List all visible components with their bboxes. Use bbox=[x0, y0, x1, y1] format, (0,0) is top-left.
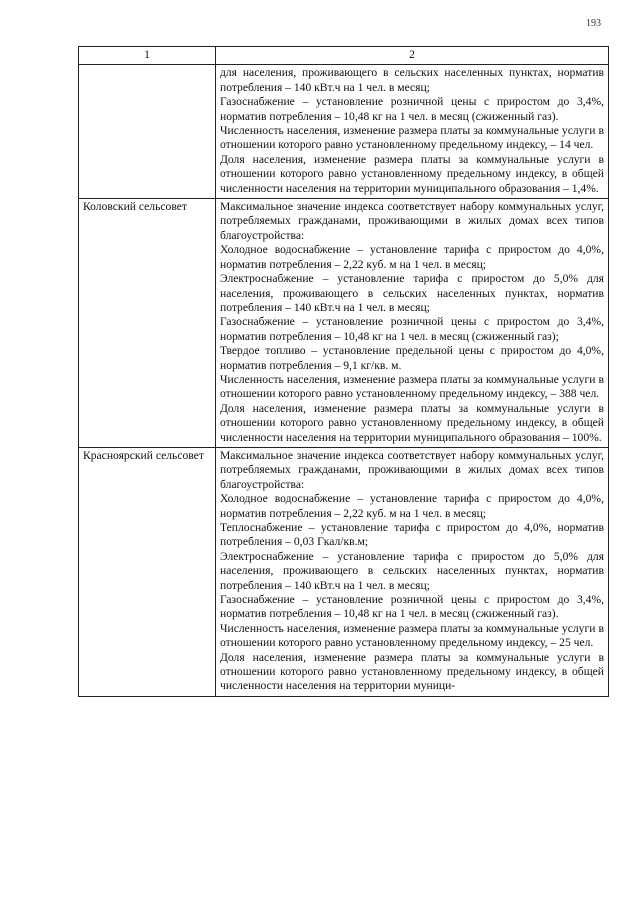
description-paragraph: Электроснабжение – установление тарифа с приростом до 5,0% для населения, проживающего в сельских населенных пунктах, норматив потребления – 140 кВт.ч на 1 чел. в месяц; bbox=[220, 549, 604, 592]
description-paragraph: Численность населения, изменение размера платы за коммунальные услуги в отношении которого равно установленному предельному индексу, – 14 чел. bbox=[220, 124, 604, 152]
description-paragraph: для населения, проживающего в сельских населенных пунктах, норматив потребления – 140 кВт.ч на 1 чел. в месяц; bbox=[220, 66, 604, 94]
indices-table bbox=[78, 46, 609, 697]
index-description bbox=[216, 65, 609, 199]
description-paragraph: Численность населения, изменение размера платы за коммунальные услуги в отношении которого равно установленному предельному индексу, – 25 чел. bbox=[220, 621, 604, 650]
description-paragraph: Доля населения, изменение размера платы за коммунальные услуги в отношении которого равно установленному предельному индексу, в общей численности населения на территории муниципального образования – 1,4%. bbox=[220, 152, 604, 195]
table-row bbox=[79, 199, 609, 448]
page-number: 193 bbox=[586, 18, 601, 29]
table-row bbox=[79, 447, 609, 696]
table-header-row bbox=[79, 47, 609, 65]
description-paragraph: Доля населения, изменение размера платы за коммунальные услуги в отношении которого равно установленному предельному индексу, в общей численности населения на территории муниципального образования – 100%. bbox=[220, 401, 604, 444]
description-paragraph: Холодное водоснабжение – установление тарифа с приростом до 4,0%, норматив потребления – 2,22 куб. м на 1 чел. в месяц; bbox=[220, 492, 604, 520]
description-paragraph: Твердое топливо – установление предельной цены с приростом до 4,0%, норматив потребления – 9,1 кг/кв. м. bbox=[220, 344, 604, 372]
header-col-1: 1 bbox=[79, 47, 216, 65]
table-row bbox=[79, 65, 609, 199]
municipality-name bbox=[79, 65, 216, 199]
index-description bbox=[216, 199, 609, 448]
description-paragraph: Газоснабжение – установление розничной цены с приростом до 3,4%, норматив потребления – 10,48 кг на 1 чел. в месяц (сжиженный газ). bbox=[220, 95, 604, 123]
municipality-name: Коловский сельсовет bbox=[79, 199, 216, 448]
header-col-2: 2 bbox=[216, 47, 609, 65]
description-paragraph: Электроснабжение – установление тарифа с приростом до 5,0% для населения, проживающего в сельских населенных пунктах, норматив потребления – 140 кВт.ч на 1 чел. в месяц; bbox=[220, 272, 604, 314]
description-paragraph: Максимальное значение индекса соответствует набору коммунальных услуг, потребляемых гражданами, проживающими в жилых домах всех типов благоустройства: bbox=[220, 448, 604, 491]
description-paragraph: Доля населения, изменение размера платы за коммунальные услуги в отношении которого равно установленному предельному индексу, в общей численности населения на территории муници- bbox=[220, 650, 604, 693]
description-paragraph: Численность населения, изменение размера платы за коммунальные услуги в отношении которого равно установленному предельному индексу, – 388 чел. bbox=[220, 372, 604, 401]
description-paragraph: Холодное водоснабжение – установление тарифа с приростом до 4,0%, норматив потребления – 2,22 куб. м на 1 чел. в месяц; bbox=[220, 243, 604, 271]
municipality-name: Красноярский сельсовет bbox=[79, 447, 216, 696]
description-paragraph: Максимальное значение индекса соответствует набору коммунальных услуг, потребляемых гражданами, проживающими в жилых домах всех типов благоустройства: bbox=[220, 200, 604, 242]
description-paragraph: Газоснабжение – установление розничной цены с приростом до 3,4%, норматив потребления – 10,48 кг на 1 чел. в месяц (сжиженный газ); bbox=[220, 315, 604, 343]
description-paragraph: Газоснабжение – установление розничной цены с приростом до 3,4%, норматив потребления – 10,48 кг на 1 чел. в месяц (сжиженный газ). bbox=[220, 593, 604, 621]
index-description bbox=[216, 447, 609, 696]
description-paragraph: Теплоснабжение – установление тарифа с приростом до 4,0%, норматив потребления – 0,03 Гкал/кв.м; bbox=[220, 521, 604, 549]
